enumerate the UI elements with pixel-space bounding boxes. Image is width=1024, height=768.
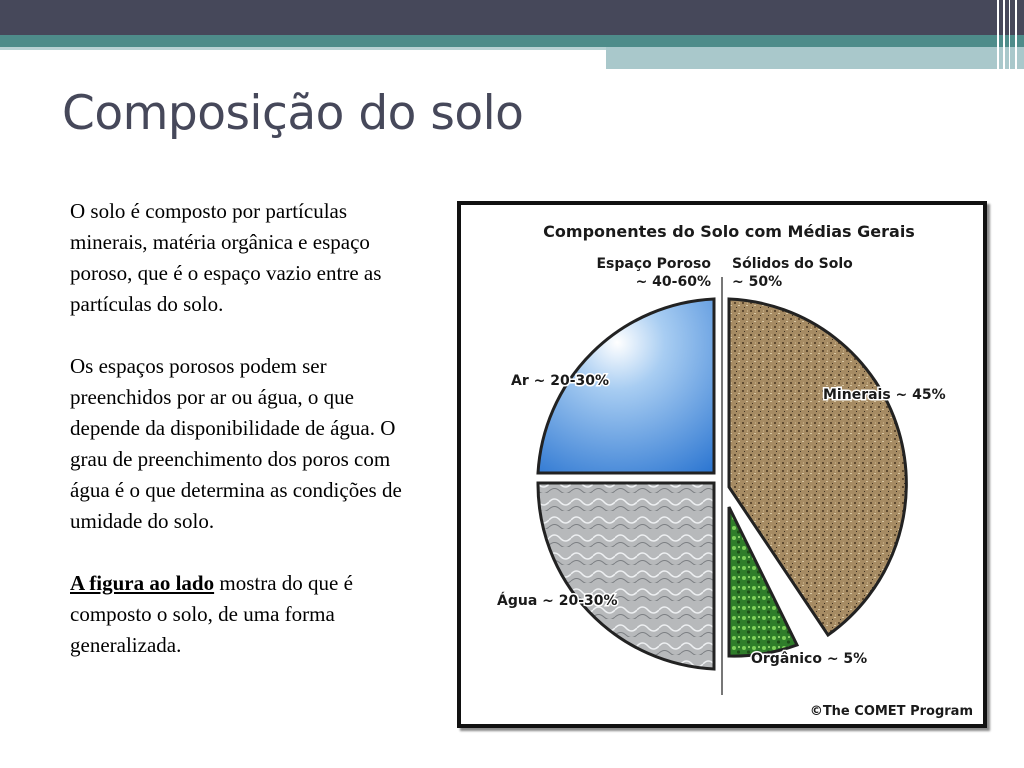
- header-light-block: [606, 47, 1024, 69]
- pore-space-header: Espaço Poroso: [596, 256, 711, 272]
- soil-pie-diagram: [461, 205, 983, 724]
- figure-reference-rest: mostra do que é composto o solo, de uma forma generalizada.: [70, 571, 353, 657]
- header-decorative-lines: [992, 0, 1024, 69]
- paragraph-pore-spaces: Os espaços porosos podem ser preenchidos por ar ou água, o que depende da disponibilidade de água. O grau de preenchimento dos poros com água é o que determina as condições de umidade do solo.: [70, 354, 402, 533]
- label-minerals: Minerais ~ 45%: [823, 387, 946, 403]
- soil-components-figure: [457, 201, 987, 728]
- label-organic: Orgânico ~ 5%: [751, 651, 868, 667]
- body-text: [70, 196, 420, 661]
- slide-title: Composição do solo: [62, 86, 524, 141]
- header-teal-strip: [0, 35, 1024, 47]
- header-light-strip: [0, 47, 606, 50]
- pore-space-percent: ~ 40-60%: [635, 274, 711, 290]
- figure-title: Componentes do Solo com Médias Gerais: [543, 222, 915, 241]
- solids-percent: ~ 50%: [732, 274, 783, 290]
- label-air: Ar ~ 20-30%: [511, 373, 610, 389]
- figure-reference-emphasis: A figura ao lado: [70, 571, 215, 595]
- paragraph-figure-reference: [70, 568, 420, 661]
- pie-slice-water: [538, 483, 714, 669]
- label-water: Água ~ 20-30%: [497, 593, 618, 609]
- solids-header: Sólidos do Solo: [732, 256, 853, 272]
- paragraph-composition: O solo é composto por partículas minerais, matéria orgânica e espaço poroso, que é o espaço vazio entre as partículas do solo.: [70, 199, 382, 316]
- credit-text: ©The COMET Program: [809, 704, 973, 719]
- header-bar: [0, 0, 1024, 35]
